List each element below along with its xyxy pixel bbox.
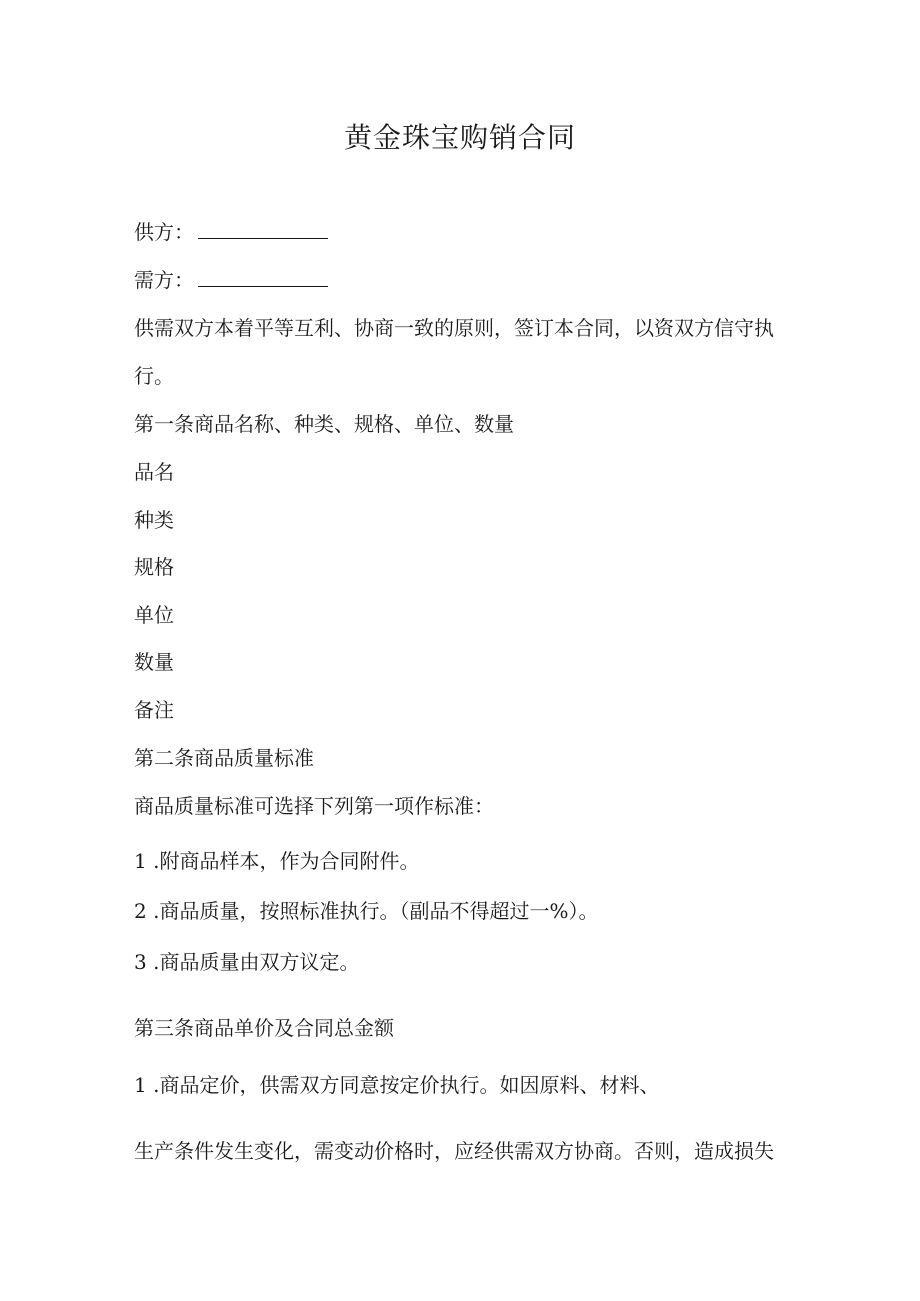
article3-list-item: 1 .商品定价，供需双方同意按定价执行。如因原料、材料、: [134, 1073, 660, 1097]
buyer-blank-field: [198, 268, 328, 287]
buyer-label: 需方：: [134, 268, 194, 292]
intro-paragraph-line-1: 供需双方本着平等互利、协商一致的原则，签订本合同，以资双方信守执: [134, 316, 774, 340]
supplier-line: [134, 218, 328, 246]
article1-item: 单位: [134, 603, 174, 627]
article1-heading: 第一条商品名称、种类、规格、单位、数量: [134, 412, 514, 436]
intro-paragraph-line-2: 行。: [134, 364, 174, 388]
article2-list-item: 1 .附商品样本，作为合同附件。: [134, 849, 420, 873]
buyer-line: [134, 266, 328, 294]
article1-item: 数量: [134, 650, 174, 674]
article3-continuation: 生产条件发生变化，需变动价格时，应经供需双方协商。否则，造成损失: [134, 1139, 774, 1163]
document-title: 黄金珠宝购销合同: [343, 121, 576, 154]
supplier-blank-field: [198, 220, 328, 239]
supplier-label: 供方：: [134, 220, 194, 244]
article2-list-item: 3 .商品质量由双方议定。: [134, 950, 360, 974]
article1-item: 备注: [134, 698, 174, 722]
article2-list-item: 2 .商品质量，按照标准执行。（副品不得超过一%）。: [134, 899, 599, 923]
article1-item: 种类: [134, 508, 174, 532]
article2-intro: 商品质量标准可选择下列第一项作标准：: [134, 794, 494, 818]
article1-item: 规格: [134, 555, 174, 579]
article2-heading: 第二条商品质量标准: [134, 746, 314, 770]
article3-heading: 第三条商品单价及合同总金额: [134, 1016, 394, 1040]
article1-item: 品名: [134, 460, 174, 484]
